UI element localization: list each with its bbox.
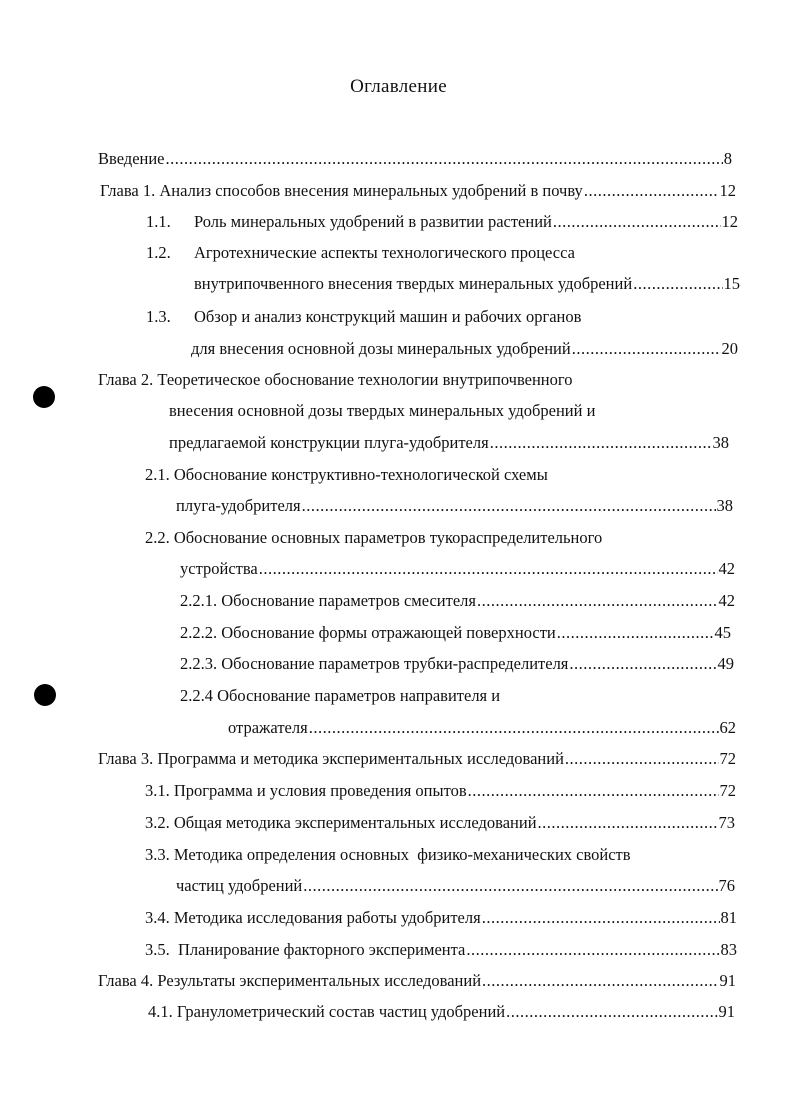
toc-entry-2-2-2: 2.2.2. Обоснование формы отражающей поверхности ..... 45: [180, 620, 731, 646]
toc-entry-2-2-1: 2.2.1. Обоснование параметров смесителя ..... 42: [180, 588, 735, 614]
toc-entry-1-2: 1.2. Агротехнические аспекты технологического процесса: [146, 243, 575, 262]
page-number: 76: [718, 876, 735, 895]
page-number: 62: [719, 718, 736, 737]
toc-entry-2-1-cont: плуга-удобрителя ..... 38: [176, 493, 733, 519]
page-number: 45: [714, 623, 731, 642]
binder-hole-mark: [33, 386, 55, 408]
leader-dots: [482, 905, 720, 931]
toc-entry-2-1: 2.1. Обоснование конструктивно-технологической схемы: [145, 465, 548, 484]
page-number: 20: [721, 339, 738, 358]
page-number: 49: [717, 654, 734, 673]
toc-entry-chapter-2-cont-2: предлагаемой конструкции плуга-удобрителя ..... 38: [169, 430, 729, 456]
leader-dots: [466, 937, 719, 963]
toc-entry-3-5: 3.5. Планирование факторного эксперимента ..... 83: [145, 937, 737, 963]
toc-entry-intro: Введение ..... 8: [98, 146, 732, 172]
toc-entry-1-2-cont: внутрипочвенного внесения твердых минеральных удобрений ..... 15: [194, 271, 740, 297]
leader-dots: [468, 778, 719, 804]
leader-dots: [557, 620, 714, 646]
toc-entry-chapter-4: Глава 4. Результаты экспериментальных исследований ..... 91: [98, 968, 736, 994]
leader-dots: [572, 336, 721, 362]
leader-dots: [584, 178, 719, 204]
toc-entry-chapter-3: Глава 3. Программа и методика экспериментальных исследований ..... 72: [98, 746, 736, 772]
leader-dots: [259, 556, 718, 582]
binder-hole-mark: [34, 684, 56, 706]
page-number: 72: [719, 749, 736, 768]
page-number: 91: [718, 1002, 735, 1021]
toc-entry-1-3-cont: для внесения основной дозы минеральных удобрений ..... 20: [191, 336, 738, 362]
toc-entry-1-3: 1.3. Обзор и анализ конструкций машин и рабочих органов: [146, 307, 582, 326]
page-number: 38: [712, 433, 729, 452]
leader-dots: [490, 430, 712, 456]
toc-entry-chapter-2: Глава 2. Теоретическое обоснование технологии внутрипочвенного: [98, 370, 573, 389]
toc-entry-3-2: 3.2. Общая методика экспериментальных исследований ..... 73: [145, 810, 735, 836]
page-number: 72: [719, 781, 736, 800]
page-number: 91: [719, 971, 736, 990]
toc-entry-2-2-3: 2.2.3. Обоснование параметров трубки-распределителя ..... 49: [180, 651, 734, 677]
page-number: 12: [721, 212, 738, 231]
page-number: 8: [723, 149, 732, 168]
toc-entry-chapter-2-cont-1: внесения основной дозы твердых минеральных удобрений и: [169, 401, 596, 420]
toc-entry-2-2-4-cont: отражателя ..... 62: [228, 715, 736, 741]
leader-dots: [633, 271, 722, 297]
page-number: 83: [720, 940, 737, 959]
toc-entry-3-1: 3.1. Программа и условия проведения опытов ..... 72: [145, 778, 736, 804]
page-number: 42: [718, 559, 735, 578]
page-number: 73: [718, 813, 735, 832]
toc-entry-chapter-1: Глава 1. Анализ способов внесения минеральных удобрений в почву ..... 12: [100, 178, 736, 204]
page-number: 38: [716, 496, 733, 515]
toc-entry-3-4: 3.4. Методика исследования работы удобрителя ..... 81: [145, 905, 737, 931]
leader-dots: [553, 209, 721, 235]
leader-dots: [302, 493, 716, 519]
leader-dots: [477, 588, 718, 614]
toc-entry-3-3: 3.3. Методика определения основных физико-механических свойств: [145, 845, 631, 864]
page-number: 15: [723, 274, 740, 293]
leader-dots: [303, 873, 717, 899]
leader-dots: [166, 146, 723, 172]
page-number: 42: [718, 591, 735, 610]
leader-dots: [506, 999, 717, 1025]
toc-entry-4-1: 4.1. Гранулометрический состав частиц удобрений ..... 91: [148, 999, 735, 1025]
page-number: 81: [720, 908, 737, 927]
leader-dots: [538, 810, 718, 836]
toc-entry-2-2: 2.2. Обоснование основных параметров тукораспределительного: [145, 528, 603, 547]
page-number: 12: [719, 181, 736, 200]
toc-entry-2-2-4: 2.2.4 Обоснование параметров направителя и: [180, 686, 501, 705]
toc-title: Оглавление: [350, 76, 447, 97]
toc-entry-3-3-cont: частиц удобрений ..... 76: [176, 873, 735, 899]
leader-dots: [482, 968, 718, 994]
leader-dots: [569, 651, 716, 677]
leader-dots: [565, 746, 719, 772]
toc-entry-1-1: 1.1. Роль минеральных удобрений в развитии растений ..... 12: [146, 209, 738, 235]
toc-entry-2-2-cont: устройства ..... 42: [180, 556, 735, 582]
leader-dots: [309, 715, 719, 741]
